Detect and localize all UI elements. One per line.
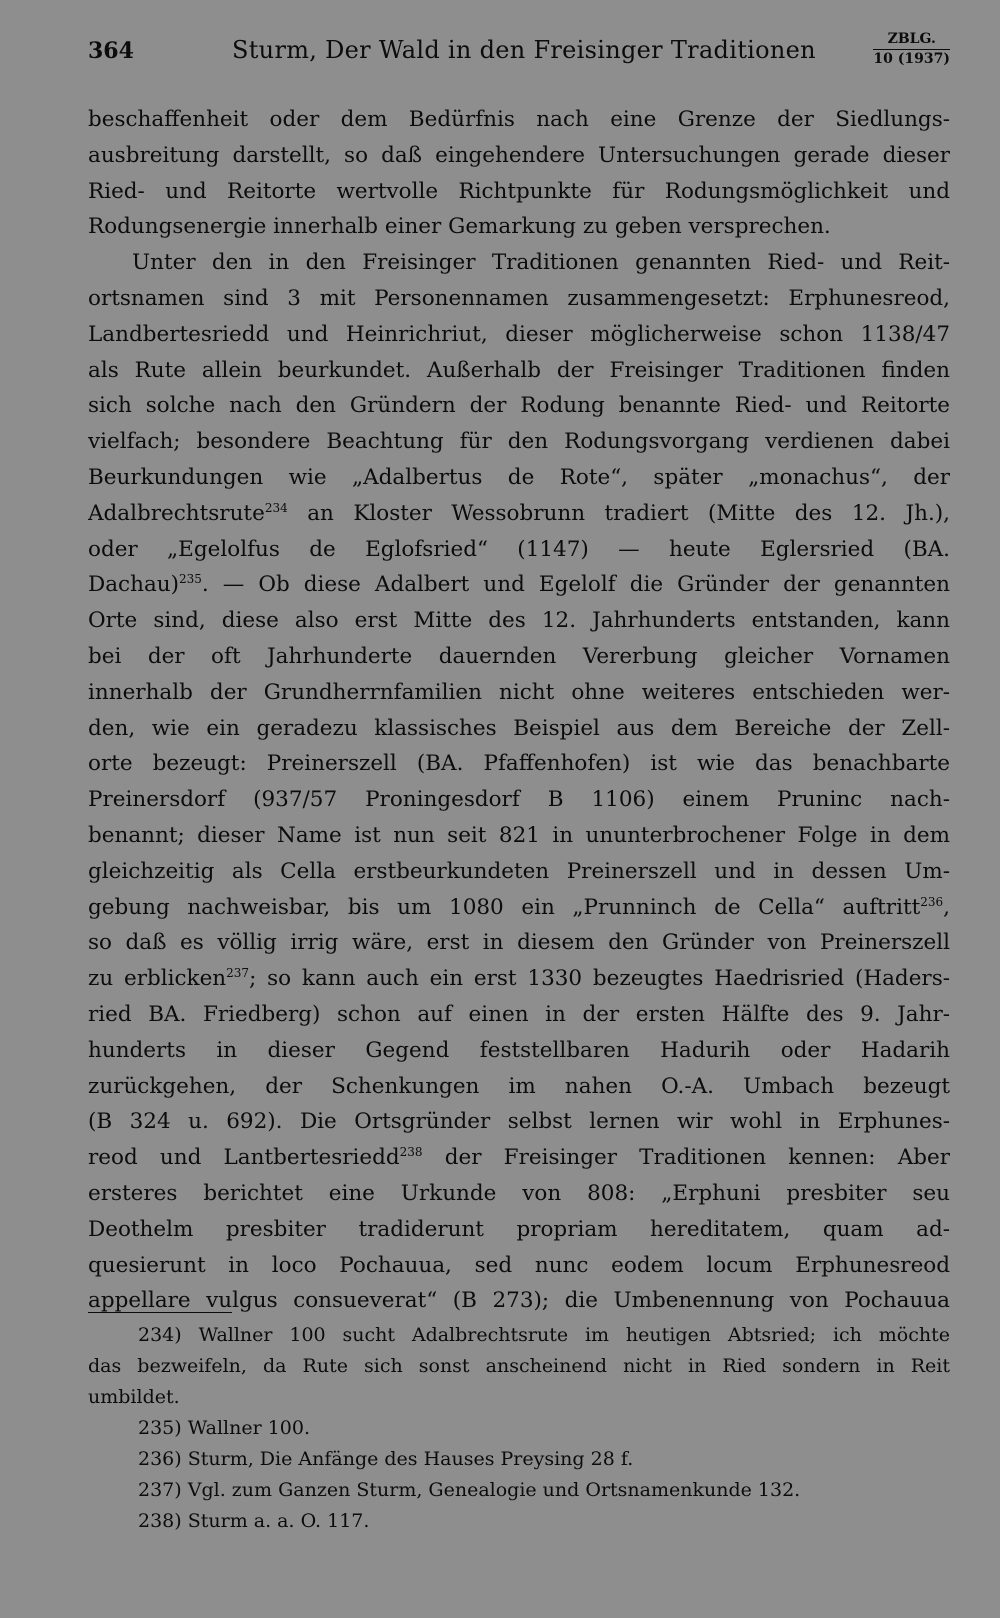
- footnote-line: [88, 1351, 950, 1382]
- text-segment: ,: [943, 894, 950, 920]
- footnote-mark: 236): [138, 1448, 182, 1470]
- text-line: quesierunt in loco Pochauua, sed nunc eodem locum Erphunesreod: [88, 1252, 950, 1278]
- footnote-text: Wallner 100.: [187, 1417, 311, 1439]
- footnote-line: [88, 1413, 950, 1444]
- footnote-text: umbildet.: [88, 1386, 180, 1408]
- text-line: (B 324 u. 692). Die Ortsgründer selbst lernen wir wohl in Erphunes-: [88, 1109, 950, 1135]
- journal-abbrev: ZBLG.: [873, 30, 950, 50]
- footnote-text: Wallner 100 sucht Adalbrechtsrute im heutigen Abtsried; ich möchte: [198, 1324, 950, 1346]
- journal-reference: [873, 30, 950, 68]
- text-line: so daß es völlig irrig wäre, erst in diesem den Gründer von Preinerszell: [88, 930, 950, 956]
- text-segment: an Kloster Wessobrunn tradiert (Mitte des 12. Jh.),: [287, 500, 950, 526]
- footnote-text: Sturm, Die Anfänge des Hauses Preysing 28 f.: [187, 1448, 634, 1470]
- footnote-text: Vgl. zum Ganzen Sturm, Genealogie und Ortsnamenkunde 132.: [187, 1479, 801, 1501]
- footnote-ref[interactable]: 236: [920, 894, 944, 909]
- footnote-line: [88, 1506, 950, 1537]
- text-line: [88, 890, 950, 926]
- journal-volume: 10 (1937): [873, 51, 950, 67]
- footnote-ref[interactable]: 237: [226, 965, 250, 980]
- text-line: bei der oft Jahrhunderte dauernden Vererbung gleicher Vornamen: [88, 643, 950, 669]
- text-line: Landbertesriedd und Heinrichriut, dieser möglicherweise schon 1138/47: [88, 321, 950, 347]
- text-segment: Dachau): [88, 572, 179, 598]
- text-line: oder „Egelolfus de Eglofsried“ (1147) — heute Eglersried (BA.: [88, 536, 950, 562]
- text-line: Beurkundungen wie „Adalbertus de Rote“, später „monachus“, der: [88, 464, 950, 490]
- text-segment: zu erblicken: [88, 966, 227, 992]
- text-segment: Adalbrechtsrute: [88, 500, 265, 526]
- text-line: benannt; dieser Name ist nun seit 821 in ununterbrochener Folge in dem: [88, 822, 950, 848]
- footnote-mark: 237): [138, 1479, 182, 1501]
- text-line: den, wie ein geradezu klassisches Beispiel aus dem Bereiche der Zell-: [88, 715, 950, 741]
- text-line: ortsnamen sind 3 mit Personennamen zusammengesetzt: Erphunesreod,: [88, 285, 950, 311]
- footnote-ref[interactable]: 234: [264, 500, 288, 515]
- text-line: Orte sind, diese also erst Mitte des 12. Jahrhunderts entstanden, kann: [88, 608, 950, 634]
- footnote-line: [88, 1320, 950, 1351]
- footnote-text: Sturm a. a. O. 117.: [187, 1510, 370, 1532]
- text-line: gleichzeitig als Cella erstbeurkundeten Preinerszell und in dessen Um-: [88, 858, 950, 884]
- text-line: hunderts in dieser Gegend feststellbaren Hadurih oder Hadarih: [88, 1037, 950, 1063]
- page-header: [88, 22, 950, 82]
- text-segment: . — Ob diese Adalbert und Egelolf die Gründer der genannten: [201, 572, 950, 598]
- text-line: vielfach; besondere Beachtung für den Rodungsvorgang verdienen dabei: [88, 429, 950, 455]
- text-line: orte bezeugt: Preinerszell (BA. Pfaffenhofen) ist wie das benachbarte: [88, 751, 950, 777]
- text-line: Ried- und Reitorte wertvolle Richtpunkte für Rodungsmöglichkeit und: [88, 178, 950, 204]
- page-number: 364: [88, 38, 134, 64]
- footnote-mark: 234): [138, 1324, 182, 1346]
- footnote-line: [88, 1444, 950, 1475]
- text-line: [88, 1140, 950, 1176]
- text-line: Rodungsenergie innerhalb einer Gemarkung zu geben versprechen.: [88, 214, 831, 240]
- text-line: sich solche nach den Gründern der Rodung benannte Ried- und Reitorte: [88, 393, 950, 419]
- footnotes: [88, 1320, 950, 1537]
- text-segment: ; so kann auch ein erst 1330 bezeugtes Haedrisried (Haders-: [249, 966, 950, 992]
- footnote-mark: 238): [138, 1510, 182, 1532]
- running-title: Sturm, Der Wald in den Freisinger Traditionen: [232, 36, 816, 64]
- text-segment: reod und Lantbertesriedd: [88, 1145, 400, 1171]
- document-page: [88, 22, 950, 1602]
- text-segment: gebung nachweisbar, bis um 1080 ein „Prunninch de Cella“ auftritt: [88, 894, 921, 920]
- text-line: [88, 567, 950, 603]
- footnote-mark: 235): [138, 1417, 182, 1439]
- text-line: Unter den in den Freisinger Traditionen genannten Ried- und Reit-: [132, 250, 950, 276]
- text-line: Preinersdorf (937/57 Proningesdorf B 1106) einem Pruninc nach-: [88, 787, 950, 813]
- footnote-ref[interactable]: 235: [179, 572, 202, 587]
- text-line: appellare vulgus consueverat“ (B 273); die Umbenennung von Pochauua: [88, 1288, 950, 1314]
- text-line: innerhalb der Grundherrnfamilien nicht ohne weiteres entschieden wer-: [88, 679, 950, 705]
- text-line: ausbreitung darstellt, so daß eingehendere Untersuchungen gerade dieser: [88, 142, 950, 168]
- footnote-line: [88, 1475, 950, 1506]
- text-line: [88, 961, 950, 997]
- text-line: ersteres berichtet eine Urkunde von 808: „Erphuni presbiter seu: [88, 1180, 950, 1206]
- text-line: als Rute allein beurkundet. Außerhalb der Freisinger Traditionen finden: [88, 357, 950, 383]
- text-line: Deothelm presbiter tradiderunt propriam hereditatem, quam ad-: [88, 1216, 950, 1242]
- footnote-line: [88, 1382, 950, 1413]
- footnote-ref[interactable]: 238: [399, 1144, 423, 1159]
- footnote-separator: [88, 1312, 232, 1313]
- text-line: zurückgehen, der Schenkungen im nahen O.-A. Umbach bezeugt: [88, 1073, 950, 1099]
- text-line: [88, 496, 950, 532]
- text-line: beschaffenheit oder dem Bedürfnis nach eine Grenze der Siedlungs-: [88, 107, 950, 132]
- text-segment: der Freisinger Traditionen kennen: Aber: [422, 1145, 950, 1171]
- footnote-text: das bezweifeln, da Rute sich sonst anscheinend nicht in Ried sondern in Reit: [88, 1355, 950, 1377]
- body-text: [88, 102, 950, 1319]
- text-line: ried BA. Friedberg) schon auf einen in der ersten Hälfte des 9. Jahr-: [88, 1001, 950, 1027]
